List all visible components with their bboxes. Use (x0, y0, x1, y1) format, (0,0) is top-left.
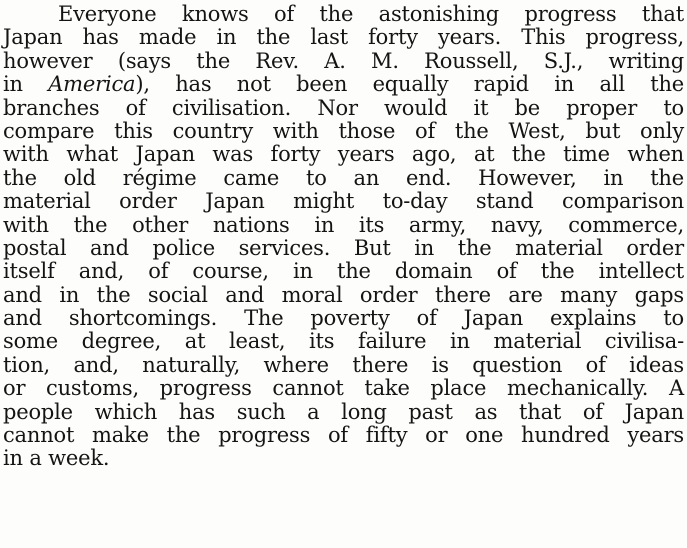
text-line: and shortcomings. The poverty of Japan explains to (3, 306, 684, 331)
text-line: postal and police services. But in the material order (3, 235, 684, 260)
text-line: with the other nations in its army, navy, commerce, (3, 212, 684, 237)
text-line: compare this country with those of the West, but only (3, 118, 684, 143)
text-line: Japan has made in the last forty years. This progress, (3, 25, 684, 50)
text-line: or customs, progress cannot take place mechanically. A (3, 376, 684, 401)
text-line: branches of civilisation. Nor would it be proper to (3, 95, 684, 120)
text-line: Everyone knows of the astonishing progress that (58, 2, 684, 26)
text-line: tion, and, naturally, where there is question of ideas (3, 352, 684, 377)
text-line (3, 73, 684, 96)
text-line: people which has such a long past as that of Japan (3, 399, 684, 424)
text-line: with what Japan was forty years ago, at the time when (3, 142, 684, 167)
text-line: and in the social and moral order there are many gaps (3, 282, 684, 307)
text-line: some degree, at least, its failure in material civilisa- (3, 329, 684, 354)
text-line: in a week. (3, 446, 110, 471)
article-paragraph (3, 3, 684, 471)
text-line: itself and, of course, in the domain of the intellect (3, 259, 684, 284)
text-line: material order Japan might to-day stand comparison (3, 189, 684, 214)
text-segment: ), has not been equally rapid in all the (135, 72, 684, 97)
text-line: the old régime came to an end. However, in the (3, 165, 684, 190)
text-line: however (says the Rev. A. M. Roussell, S.J., writing (3, 48, 684, 73)
publication-title: America (48, 72, 136, 97)
text-segment: in (3, 72, 49, 97)
text-line: cannot make the progress of fifty or one hundred years (3, 423, 684, 448)
